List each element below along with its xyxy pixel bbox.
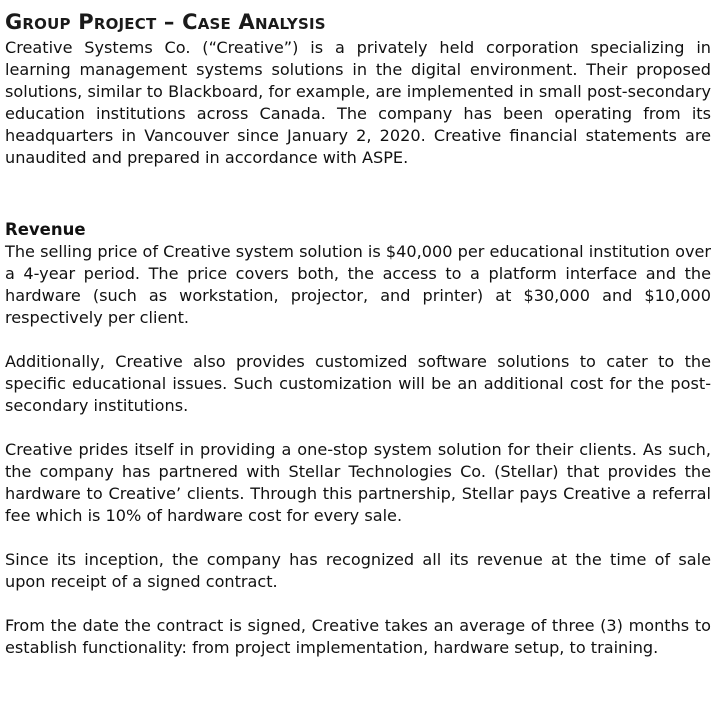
revenue-paragraph-implementation: From the date the contract is signed, Creative takes an average of three (3) months to establish functionality: from project implementation, hardware setup, to training. [5,616,711,657]
revenue-paragraph-partnership: Creative prides itself in providing a one-stop system solution for their clients. As such, the company has partnered with Stellar Technologies Co. (Stellar) that provides the hardware to Creative’ clients. Through this partnership, Stellar pays Creative a referral fee which is 10% of hardware cost for every sale. [5,440,711,525]
document-page [5,9,711,659]
revenue-paragraph-recognition: Since its inception, the company has recognized all its revenue at the time of sale upon receipt of a signed contract. [5,550,711,591]
intro-paragraph: Creative Systems Co. (“Creative”) is a privately held corporation specializing in learning management systems solutions in the digital environment. Their proposed solutions, similar to Blackboard, for example, are implemented in small post-secondary education institutions across Canada. The company has been operating from its headquarters in Vancouver since January 2, 2020. Creative financial statements are unaudited and prepared in accordance with ASPE. [5,38,711,167]
page-title: Group Project – Case Analysis [5,10,326,34]
section-heading-revenue: Revenue [5,220,86,239]
revenue-paragraph-customization: Additionally, Creative also provides customized software solutions to cater to the specific educational issues. Such customization will be an additional cost for the post-secondary institutions. [5,352,711,415]
revenue-paragraph-selling-price: The selling price of Creative system solution is $40,000 per educational institution over a 4-year period. The price covers both, the access to a platform interface and the hardware (such as workstation, projector, and printer) at $30,000 and $10,000 respectively per client. [5,242,711,327]
